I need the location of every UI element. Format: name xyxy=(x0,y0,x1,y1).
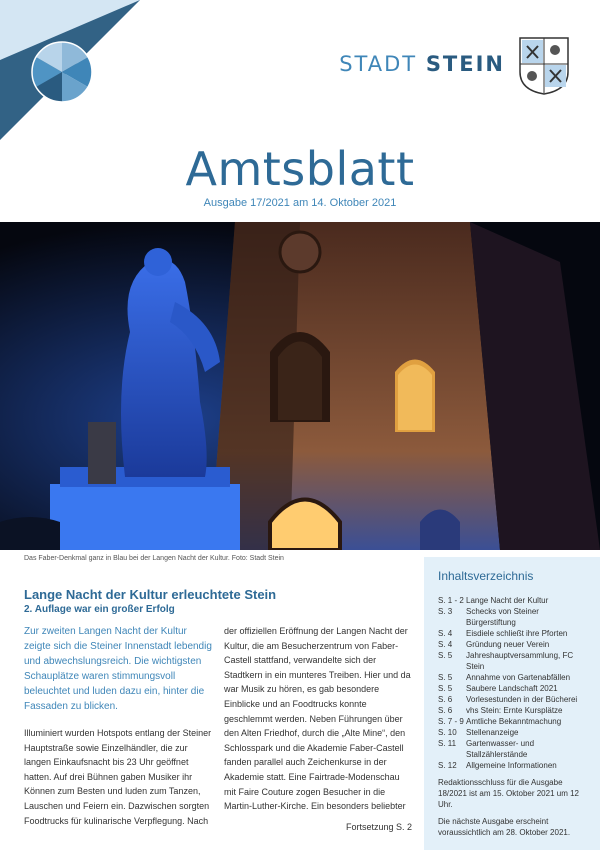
next-issue-note: Die nächste Ausgabe erscheint voraussichtlich am 28. Oktober 2021. xyxy=(438,817,571,837)
toc-page: S. 11 xyxy=(438,739,457,748)
issue-line: Ausgabe 17/2021 am 14. Oktober 2021 xyxy=(203,197,397,209)
toc-title: Inhaltsverzeichnis xyxy=(438,569,534,583)
toc-item[interactable] xyxy=(438,727,590,738)
photo-caption: Das Faber-Denkmal ganz in Blau bei der Langen Nacht der Kultur. Foto: Stadt Stein xyxy=(24,555,284,562)
toc-page: S. 5 xyxy=(438,651,453,660)
toc-label: Schecks von Steiner Bürgerstiftung xyxy=(466,607,539,627)
toc-label: Eisdiele schließt ihre Pforten xyxy=(466,629,568,638)
toc-item[interactable] xyxy=(438,716,590,727)
toc-label: Gartenwasser- und Stallzählerstände xyxy=(466,739,535,759)
toc-item[interactable] xyxy=(438,738,590,760)
article-lead: Zur zweiten Langen Nacht der Kultur zeigte sich die Steiner Innenstadt lebendig und abwechslungsreich. Die wichtigsten Schauplätze waren stimmungsvoll beleuchtet und luden dazu ein, hinter die Fassaden zu blicken. xyxy=(24,626,212,712)
brand-light: STADT xyxy=(339,52,418,76)
toc-page: S. 5 xyxy=(438,673,453,682)
toc-label: Vorlesestunden in der Bücherei xyxy=(466,695,578,704)
toc-item[interactable] xyxy=(438,694,590,705)
deadline-note: Redaktionsschluss für die Ausgabe 18/2021 ist am 15. Oktober 2021 um 12 Uhr. xyxy=(438,778,579,809)
toc-item[interactable] xyxy=(438,705,590,716)
article-body-2: der offiziellen Eröffnung der Langen Nacht der Kultur, die am Besucherzentrum von Faber-Castell stattfand, verwandelte sich der Stadtkern in ein munteres Treiben. Hier und da war Musik zu hören, es gab besondere Einblicke und an Foodtrucks konnte geschlemmt werden. Neben Führungen über den Alten Friedhof, durch die „Alte Mine“, den Schlosspark und die Akademie Faber-Castell fanden parallel auch Zeichenkurse in der Akademie statt. Eine Fairtrade-Modenschau mit Faire Couture zogen Besucher in die Martin-Luther-Kirche. Ein besonders beliebter xyxy=(224,626,411,812)
toc-label: Lange Nacht der Kultur xyxy=(466,596,549,605)
page-title: Amtsblatt xyxy=(185,142,415,196)
toc-label: Stellenanzeige xyxy=(466,728,519,737)
toc-label: Allgemeine Informationen xyxy=(466,761,557,770)
toc-page: S. 4 xyxy=(438,629,453,638)
toc-item[interactable] xyxy=(438,628,590,639)
continued-note: Fortsetzung S. 2 xyxy=(346,822,413,832)
brand-wordmark xyxy=(339,52,505,76)
toc-label: Annahme von Gartenabfällen xyxy=(466,673,571,682)
toc-item[interactable] xyxy=(438,683,590,694)
toc-item[interactable] xyxy=(438,595,590,606)
toc-page: S. 6 xyxy=(438,706,453,715)
coat-of-arms-icon xyxy=(518,36,570,96)
toc-label: Jahreshauptversammlung, FC Stein xyxy=(466,651,574,671)
toc-page: S. 12 xyxy=(438,761,457,770)
article-column-1 xyxy=(24,624,214,828)
toc-label: Saubere Landschaft 2021 xyxy=(466,684,558,693)
article-subheadline: 2. Auflage war ein großer Erfolg xyxy=(24,604,175,615)
toc-item[interactable] xyxy=(438,650,590,672)
article-body-1: Illuminiert wurden Hotspots entlang der Steiner Hauptstraße sowie Einzelhändler, die zur langen Einkaufsnacht bis 23 Uhr geöffnet hatten. Auf drei Bühnen gaben Musiker ihr Können zum Besten und luden zum Tanzen, Lauschen und Feiern ein. Dazwischen sorgten Foodtrucks für kulinarische Verpflegung. Nach xyxy=(24,728,212,826)
article-headline: Lange Nacht der Kultur erleuchtete Stein xyxy=(24,587,277,602)
toc-label: Gründung neuer Verein xyxy=(466,640,550,649)
article-column-2 xyxy=(224,624,414,814)
toc-label: Amtliche Bekanntmachung xyxy=(466,717,562,726)
toc-page: S. 1 - 2 xyxy=(438,596,464,605)
toc-item[interactable] xyxy=(438,639,590,650)
toc-list xyxy=(438,595,590,771)
toc-page: S. 7 - 9 xyxy=(438,717,464,726)
toc-item[interactable] xyxy=(438,760,590,771)
toc-item[interactable] xyxy=(438,606,590,628)
toc-page: S. 3 xyxy=(438,607,453,616)
toc-page: S. 6 xyxy=(438,695,453,704)
toc-label: vhs Stein: Ernte Kursplätze xyxy=(466,706,563,715)
table-of-contents xyxy=(424,557,600,850)
toc-page: S. 5 xyxy=(438,684,453,693)
corner-graphic xyxy=(0,0,140,140)
brand-bold: STEIN xyxy=(425,52,505,76)
toc-page: S. 10 xyxy=(438,728,457,737)
toc-item[interactable] xyxy=(438,672,590,683)
cover-photo xyxy=(0,222,600,550)
toc-page: S. 4 xyxy=(438,640,453,649)
